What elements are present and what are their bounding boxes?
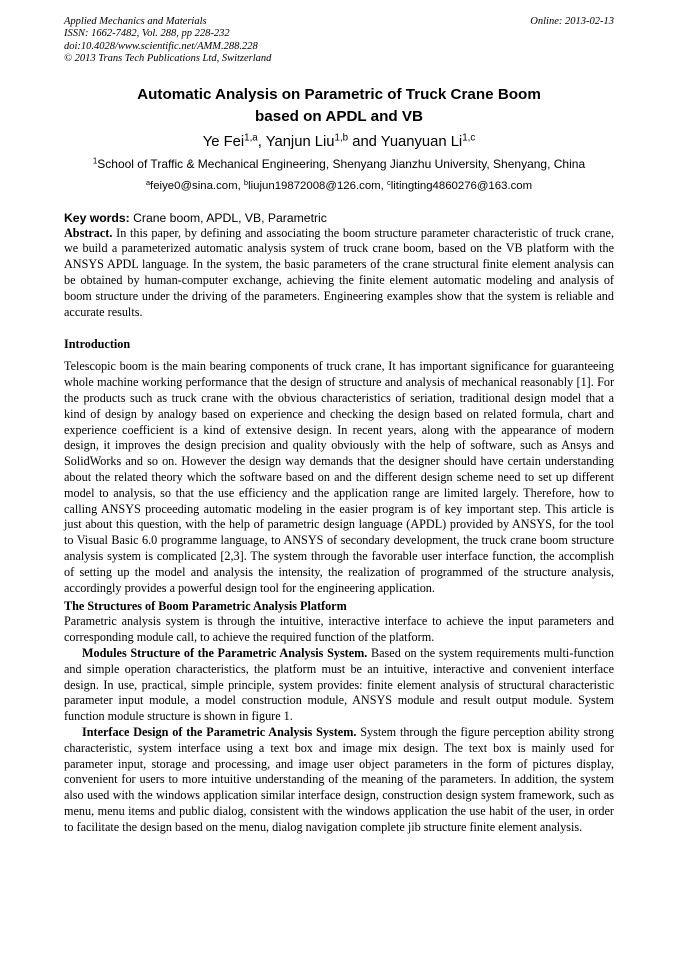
- email-superscript: a: [145, 177, 151, 187]
- author-name: Yanjun Liu: [265, 133, 335, 150]
- journal-name: Applied Mechanics and Materials: [64, 16, 207, 27]
- affiliation-superscript: 1: [92, 156, 98, 166]
- keywords-label: Key words:: [64, 210, 130, 225]
- email-address: litingting4860276@163.com: [390, 179, 533, 192]
- email-list: [64, 178, 614, 194]
- journal-header: [64, 16, 614, 66]
- affiliation: [64, 156, 614, 172]
- modules-subheading: Modules Structure of the Parametric Analysis System.: [82, 645, 368, 660]
- title-line-2: based on APDL and VB: [255, 107, 423, 125]
- copyright-line: © 2013 Trans Tech Publications Ltd, Switzerland: [64, 53, 272, 65]
- interface-subheading: Interface Design of the Parametric Analysis System.: [82, 724, 357, 739]
- author-superscript: 1,b: [334, 132, 349, 144]
- doi-line: doi:10.4028/www.scientific.net/AMM.288.228: [64, 40, 258, 52]
- paper-title: [64, 84, 614, 128]
- abstract-label: Abstract.: [64, 225, 113, 240]
- email-address: feiye0@sina.com,: [150, 179, 244, 192]
- email-address: liujun19872008@126.com,: [248, 179, 387, 192]
- abstract: [64, 226, 614, 321]
- author-separator: and: [348, 133, 381, 150]
- email-superscript: c: [386, 177, 391, 187]
- author-superscript: 1,c: [462, 132, 476, 144]
- structures-heading: The Structures of Boom Parametric Analysis Platform: [64, 599, 347, 614]
- author-name: Yuanyuan Li: [380, 133, 463, 150]
- title-line-1: Automatic Analysis on Parametric of Truck Crane Boom: [137, 85, 541, 103]
- email-superscript: b: [243, 177, 249, 187]
- author-name: Ye Fei: [202, 133, 245, 150]
- keywords-text: Crane boom, APDL, VB, Parametric: [129, 210, 327, 225]
- introduction-paragraph: Telescopic boom is the main bearing components of truck crane, It has important significance for guaranteeing whole machine working performance that the design of structure and analysis of mechanical reasonably [1]. For the products such as truck crane with the obvious characteristics of seriation, traditional design model that a kind of design by analogy based on experience and checking the design based on related formula, chart and experience coefficient is a kind of extensive design. In recent years, along with the appearance of modern design, it improves the design precision and quality obviously with the help of software, such as Ansys and SolidWorks and so on. However the design way demands that the designer should have certain understanding about the related theory which the software based on and the different design scheme need to set up different model to analysis, so that the use efficiency and the application range are limited largely. Therefore, how to calling ANSYS proceeding automatic modeling in the easier program is of key important step. This article is just about this question, with the help of parametric design language (APDL) provided by ANSYS, for the tool to Visual Basic 6.0 programme language, to ANSYS of secondary development, the truck crane boom structure analysis system is complicated [2,3]. The system through the favorable user interface function, the accomplish of setting up the model and analysis the intensity, the realization of programmed of the structure analysis, accordingly provides a powerful design tool for the engineering application.: [64, 359, 614, 595]
- affiliation-text: School of Traffic & Mechanical Engineering, Shenyang Jianzhu University, Shenyang, China: [97, 156, 586, 171]
- interface-paragraph: [64, 725, 614, 836]
- abstract-text: In this paper, by defining and associating the boom structure parameter characteristic of truck crane, we build a parameterized automatic analysis system of truck crane boom, based on the VB platform with the ANSYS APDL language. In the system, the basic parameters of the crane structural finite element analysis can be obtained by human-computer exchange, achieving the finite element automatic modeling and analysis of boom structure under the driving of the parameters. Engineering examples show that the system is reliable and accurate results.: [64, 225, 614, 319]
- online-date: Online: 2013-02-13: [530, 16, 614, 27]
- author-superscript: 1,a: [244, 132, 258, 144]
- author-list: [64, 132, 614, 152]
- modules-text: Based on the system requirements multi-function and simple operation characteristics, the platform must be an intuitive, interactive and convenient interface design. In use, practical, simple principle, system provides: finite element analysis of structural characteristic parameter input module, a model construction module, ANSYS module and result output module. System function module structure is shown in figure 1.: [64, 645, 614, 724]
- interface-text: System through the figure perception ability strong characteristic, system interface using a text box and image mix design. The text box is mainly used for parameter input, storage and processing, and image user object parameters in the form of pictures display, convenient for users to more intuitive understanding of the meaning of the parameters. In addition, the system also used with the windows application similar interface design, construction design system framework, such as menu, menu items and public dialog, consistent with the windows application the use habit of the user, in order to facilitate the design based on the menu, dialog navigation complete jib structure finite element analysis.: [64, 724, 614, 834]
- modules-paragraph: [64, 646, 614, 725]
- structures-paragraph: Parametric analysis system is through the intuitive, interactive interface to achieve the input parameters and corresponding module call, to achieve the required function of the platform.: [64, 614, 614, 645]
- author-separator: ,: [257, 133, 266, 150]
- introduction-heading: Introduction: [64, 337, 131, 352]
- keywords: [64, 210, 614, 226]
- issn-line: ISSN: 1662-7482, Vol. 288, pp 228-232: [64, 28, 230, 40]
